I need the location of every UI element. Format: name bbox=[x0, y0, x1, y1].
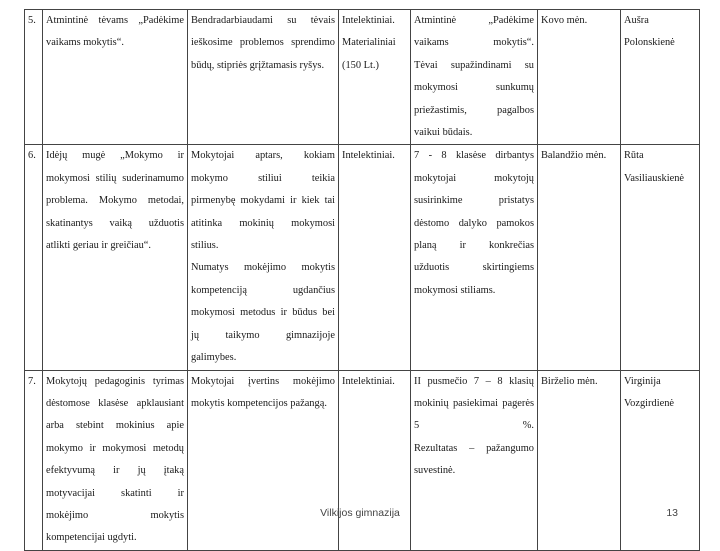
cell-line: mokymosi metodus ir būdus bei bbox=[191, 307, 335, 319]
cell-line: vaikams mokytis“. bbox=[46, 37, 124, 49]
cell-line: Birželio mėn. bbox=[541, 375, 598, 387]
cell-line: stilius. bbox=[191, 240, 219, 252]
cell-line: Intelektiniai. bbox=[342, 375, 395, 387]
cell-line: Virginija bbox=[624, 375, 661, 387]
cell-line: mokėjimo mokytis bbox=[46, 509, 184, 521]
responsible-person-cell bbox=[621, 370, 700, 550]
cell-line: mokytojai mokytojų bbox=[414, 172, 534, 184]
cell-line: dėstomo dalyko pamokos bbox=[414, 217, 534, 229]
date-cell bbox=[538, 10, 621, 145]
cell-line: priežastimis, pagalbos bbox=[414, 104, 534, 116]
resources-cell bbox=[339, 145, 411, 370]
cell-line: būdų, stipriės grįžtamasis ryšys. bbox=[191, 59, 325, 71]
cell-line: vaikui būdais. bbox=[414, 127, 473, 139]
idea-cell bbox=[43, 10, 188, 145]
cell-line: Intelektiniai. bbox=[342, 150, 395, 162]
row-number-cell: 6. bbox=[25, 145, 43, 370]
result-cell bbox=[411, 10, 538, 145]
responsible-person-cell bbox=[621, 10, 700, 145]
date-cell bbox=[538, 145, 621, 370]
cell-line: Rezultatas – pažangumo bbox=[414, 442, 534, 454]
resources-cell bbox=[339, 370, 411, 550]
activity-plan-table bbox=[24, 9, 700, 551]
cell-line: Mokytojai aptars, kokiam bbox=[191, 150, 335, 162]
cell-line: Atmintinė „Padėkime bbox=[414, 15, 534, 26]
date-cell bbox=[538, 370, 621, 550]
page-number: 13 bbox=[666, 507, 678, 519]
cell-line: Rūta bbox=[624, 150, 644, 162]
cell-line: Materialiniai bbox=[342, 37, 396, 49]
cell-line: jų taikymo gimnazijoje bbox=[191, 329, 335, 341]
action-cell bbox=[188, 10, 339, 145]
cell-line: pirmenybę mokydami ir kiek tai bbox=[191, 195, 335, 207]
cell-line: II pusmečio 7 – 8 klasių bbox=[414, 375, 534, 387]
resources-cell bbox=[339, 10, 411, 145]
idea-cell bbox=[43, 145, 188, 370]
idea-cell bbox=[43, 370, 188, 550]
cell-line: 5 %. bbox=[414, 420, 534, 432]
cell-line: mokymo ir mokymosi metodų bbox=[46, 442, 184, 454]
result-cell bbox=[411, 370, 538, 550]
cell-line: dėstomose klasėse apklausiant bbox=[46, 397, 184, 409]
cell-line: Mokytojai įvertins mokėjimo bbox=[191, 375, 335, 387]
cell-line: Balandžio mėn. bbox=[541, 150, 607, 162]
cell-line: Polonskienė bbox=[624, 37, 675, 49]
cell-line: mokinių pasiekimai pagerės bbox=[414, 397, 534, 409]
cell-line: kompetencijai ugdyti. bbox=[46, 532, 137, 544]
cell-line: problema. Mokymo metodai, bbox=[46, 195, 184, 207]
cell-line: Tėvai supažindinami su bbox=[414, 59, 534, 71]
responsible-person-cell bbox=[621, 145, 700, 370]
cell-line: mokymosi sunkumų bbox=[414, 82, 534, 94]
cell-line: efektyvumą ir jų įtaką bbox=[46, 465, 184, 477]
cell-line: Vozgirdienė bbox=[624, 397, 675, 409]
cell-line: atitinka mokinių mokymosi bbox=[191, 217, 335, 229]
cell-line: (150 Lt.) bbox=[342, 59, 379, 71]
cell-line: mokymo stiliui teikia bbox=[191, 172, 335, 184]
cell-line: planą ir konkrečias bbox=[414, 240, 534, 252]
cell-line: Vasiliauskienė bbox=[624, 172, 685, 184]
cell-line: Intelektiniai. bbox=[342, 15, 395, 26]
footer-school-name: Vilkijos gimnazija bbox=[320, 507, 400, 519]
cell-line: Idėjų mugė „Mokymo ir bbox=[46, 150, 184, 162]
cell-line: motyvacijai skatinti ir bbox=[46, 487, 184, 499]
row-number-cell: 5. bbox=[25, 10, 43, 145]
cell-line: Numatys mokėjimo mokytis bbox=[191, 262, 335, 274]
cell-line: Kovo mėn. bbox=[541, 15, 588, 26]
cell-line: ieškosime problemos sprendimo bbox=[191, 37, 335, 49]
cell-line: mokytis kompetencijos pažangą. bbox=[191, 397, 327, 409]
table-row bbox=[25, 145, 700, 370]
cell-line: vaikams mokytis“. bbox=[414, 37, 534, 49]
cell-line: Mokytojų pedagoginis tyrimas bbox=[46, 375, 184, 387]
cell-line: susirinkime pristatys bbox=[414, 195, 534, 207]
table-row bbox=[25, 10, 700, 145]
table-row bbox=[25, 370, 700, 550]
cell-line: 7 - 8 klasėse dirbantys bbox=[414, 150, 534, 162]
action-cell bbox=[188, 370, 339, 550]
cell-line: užduotis skirtingiems bbox=[414, 262, 534, 274]
cell-line: Atmintinė tėvams „Padėkime bbox=[46, 15, 184, 26]
cell-line: Bendradarbiaudami su tėvais bbox=[191, 15, 335, 26]
cell-line: arba stebint mokinius apie bbox=[46, 420, 184, 432]
cell-line: galimybes. bbox=[191, 352, 237, 364]
cell-line: suvestinė. bbox=[414, 465, 456, 477]
cell-line: atlikti geriau ir greičiau“. bbox=[46, 240, 152, 252]
cell-line: skatinantys vaiką užduotis bbox=[46, 217, 184, 229]
row-number-cell: 7. bbox=[25, 370, 43, 550]
cell-line: kompetenciją ugdančius bbox=[191, 284, 335, 296]
result-cell bbox=[411, 145, 538, 370]
cell-line: Aušra bbox=[624, 15, 649, 26]
cell-line: mokymosi stiliams. bbox=[414, 284, 496, 296]
action-cell bbox=[188, 145, 339, 370]
cell-line: mokymosi stilių suderinamumo bbox=[46, 172, 184, 184]
